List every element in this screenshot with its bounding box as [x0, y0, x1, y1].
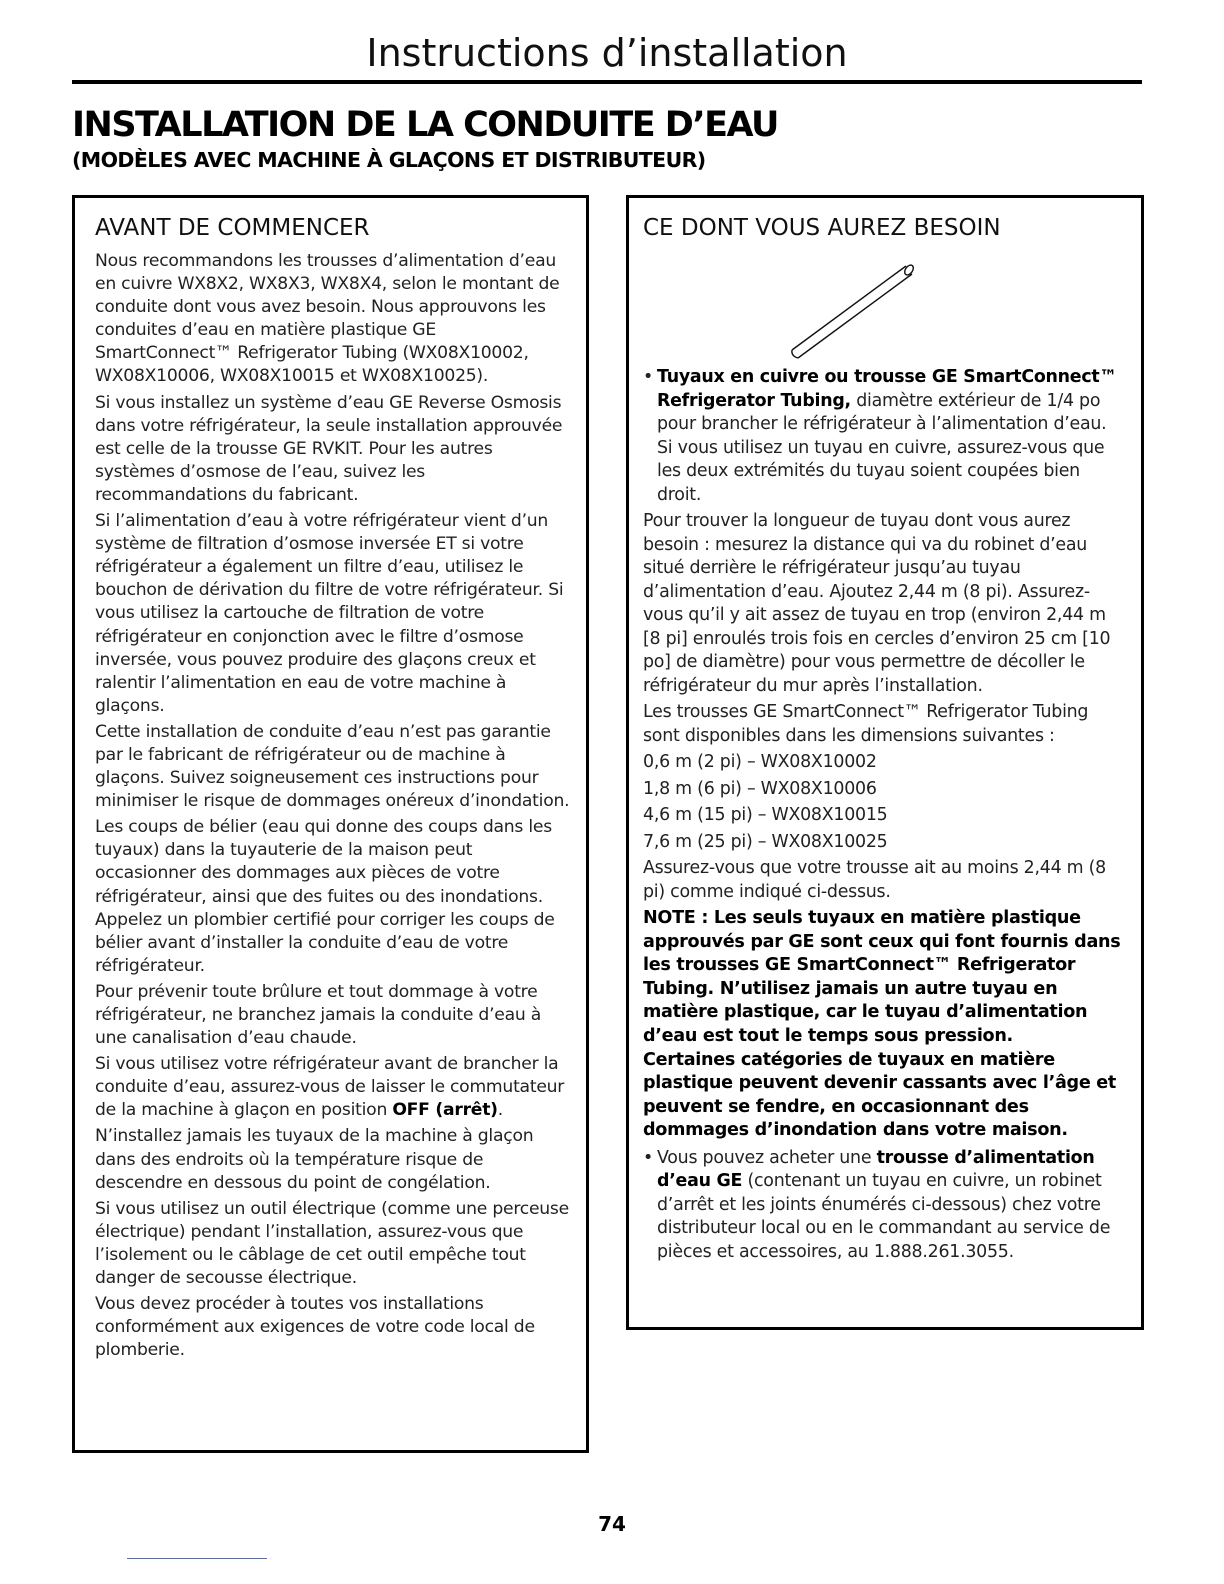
supply-kit-text: (contenant un tuyau en cuivre, un robinet d’arrêt et les joints énumérés ci-dessous) chez votre distributeur local ou en le commandant au service de pièces et accessoires, au 1.888.261.3055. [657, 1171, 1111, 1262]
icemaker-off-end: . [497, 1100, 503, 1121]
paragraph-plumbing-code: Vous devez procéder à toutes vos installations conformément aux exigences de votre code local de plomberie. [95, 1294, 535, 1361]
tubing-icon [788, 254, 918, 362]
kit-size-item: 0,6 m (2 pi) – WX08X10002 [643, 752, 877, 772]
what-you-need-heading: CE DONT VOUS AUREZ BESOIN [643, 215, 1001, 241]
kit-size-item: 7,6 m (25 pi) – WX08X10025 [643, 831, 888, 852]
kit-size-item: 4,6 m (15 pi) – WX08X10015 [643, 805, 888, 825]
note-brittle-tubing: Certaines catégories de tuyaux en matière plastique peuvent devenir cassants avec l’âge et peuvent se fendre, en occasionnant des dommages d’inondation dans votre maison. [643, 1049, 1117, 1141]
paragraph-freezing: N’installez jamais les tuyaux de la machine à glaçon dans des endroits où la température risque de descendre en dessous du point de congélation. [95, 1126, 534, 1193]
corner-rule [127, 1558, 267, 1559]
paragraph-reverse-osmosis: Si vous installez un système d’eau GE Reverse Osmosis dans votre réfrigérateur, la seule installation approuvée est celle de la trousse GE RVKIT. Pour les autres systèmes d’osmose de l’eau, suivez les recommandations du fabricant. [95, 392, 563, 505]
bullet-water-supply-kit [643, 1147, 1125, 1265]
before-you-begin-heading: AVANT DE COMMENCER [95, 215, 370, 241]
page-number: 74 [598, 1512, 626, 1536]
tubing-illustration [643, 250, 1125, 362]
supply-kit-bold: trousse d’alimentation d’eau GE [657, 1147, 1095, 1192]
icemaker-off-text: Si vous utilisez votre réfrigérateur avant de brancher la conduite d’eau, assurez-vous de laisser le commutateur de la machine à glaçon en position [95, 1054, 565, 1121]
paragraph-kit-sizes: Les trousses GE SmartConnect™ Refrigerator Tubing sont disponibles dans les dimensions suivantes : [643, 702, 1089, 746]
plastic-tubing-note [643, 907, 1125, 1143]
copper-tubing-bold: Tuyaux en cuivre ou trousse GE SmartConnect™ Refrigerator Tubing, [657, 367, 1117, 411]
paragraph-water-hammer: Les coups de bélier (eau qui donne des coups dans les tuyaux) dans la tuyauterie de la maison peut occasionner des dommages aux pièces de votre réfrigérateur, ainsi que des fuites ou des inondations. Appelez un plombier certifié pour corriger les coups de bélier avant d’installer la conduite d’eau de votre réfrigérateur. [95, 817, 555, 976]
paragraph-copper-kits: Nous recommandons les trousses d’alimentation d’eau en cuivre WX8X2, WX8X3, WX8X4, selon le montant de conduite dont vous avez besoin. Nous approuvons les conduites d’eau en matière plastique GE SmartConnect™ Refrigerator Tubing (WX08X10002, WX08X10006, WX08X10015 et WX08X10025). [95, 251, 560, 387]
copper-tubing-text: diamètre extérieur de 1/4 po pour brancher le réfrigérateur à l’alimentation d’eau. Si vous utilisez un tuyau en cuivre, assurez-vous que les deux extrémités du tuyau soient coupées bien droit. [657, 390, 1107, 505]
section-subtitle: (MODÈLES AVEC MACHINE À GLAÇONS ET DISTRIBUTEUR) [72, 148, 706, 172]
what-you-need-box [626, 195, 1144, 1330]
before-you-begin-box [72, 195, 589, 1453]
paragraph-filter-bypass: Si l’alimentation d’eau à votre réfrigérateur vient d’un système de filtration d’osmose inversée ET si votre réfrigérateur a également un filtre d’eau, utilisez le bouchon de dérivation du filtre de votre réfrigérateur. Si vous utilisez la cartouche de filtration de votre réfrigérateur en conjonction avec le filtre d’osmose inversée, vous pouvez produire des glaçons creux et ralentir l’alimentation en eau de votre machine à glaçons. [95, 511, 564, 716]
page-header [72, 28, 1142, 84]
off-label: OFF (arrêt) [392, 1100, 498, 1121]
paragraph-hot-water: Pour prévenir toute brûlure et tout dommage à votre réfrigérateur, ne branchez jamais la conduite d’eau à une canalisation d’eau chaude. [95, 981, 542, 1049]
supply-kit-pre: Vous pouvez acheter une [657, 1147, 877, 1168]
note-approved-tubing: NOTE : Les seuls tuyaux en matière plastique approuvés par GE sont ceux qui font fournis dans les trousses GE SmartConnect™ Refrigerator Tubing. N’utilisez jamais un autre tuyau en matière plastique, car le tuyau d’alimentation d’eau est tout le temps sous pression. [643, 908, 1121, 1046]
page-title: Instructions d’installation [366, 31, 848, 75]
paragraph-tube-length: Pour trouver la longueur de tuyau dont vous aurez besoin : mesurez la distance qui va du robinet d’eau situé derrière le réfrigérateur jusqu’au tuyau d’alimentation d’eau. Ajoutez 2,44 m (8 pi). Assurez-vous qu’il y ait assez de tuyau en trop (environ 2,44 m [8 pi] enroulés trois fois en cercles d’environ 25 cm [10 po] de diamètre) pour vous permettre de décoller le réfrigérateur du mur après l’installation. [643, 511, 1111, 696]
paragraph-power-tool: Si vous utilisez un outil électrique (comme une perceuse électrique) pendant l’installation, assurez-vous que l’isolement ou le câblage de cet outil empêche tout danger de secousse électrique. [95, 1198, 569, 1289]
paragraph-warranty: Cette installation de conduite d’eau n’est pas garantie par le fabricant de réfrigérateur ou de machine à glaçons. Suivez soigneusement ces instructions pour minimiser le risque de dommages onéreux d’inondation. [95, 721, 570, 812]
kit-size-item: 1,8 m (6 pi) – WX08X10006 [643, 778, 877, 799]
bullet-copper-tubing [643, 366, 1125, 507]
paragraph-kit-minimum: Assurez-vous que votre trousse ait au moins 2,44 m (8 pi) comme indiqué ci-dessus. [643, 858, 1106, 902]
section-title: INSTALLATION DE LA CONDUITE D’EAU [72, 105, 778, 145]
paragraph-icemaker-off [95, 1053, 570, 1122]
